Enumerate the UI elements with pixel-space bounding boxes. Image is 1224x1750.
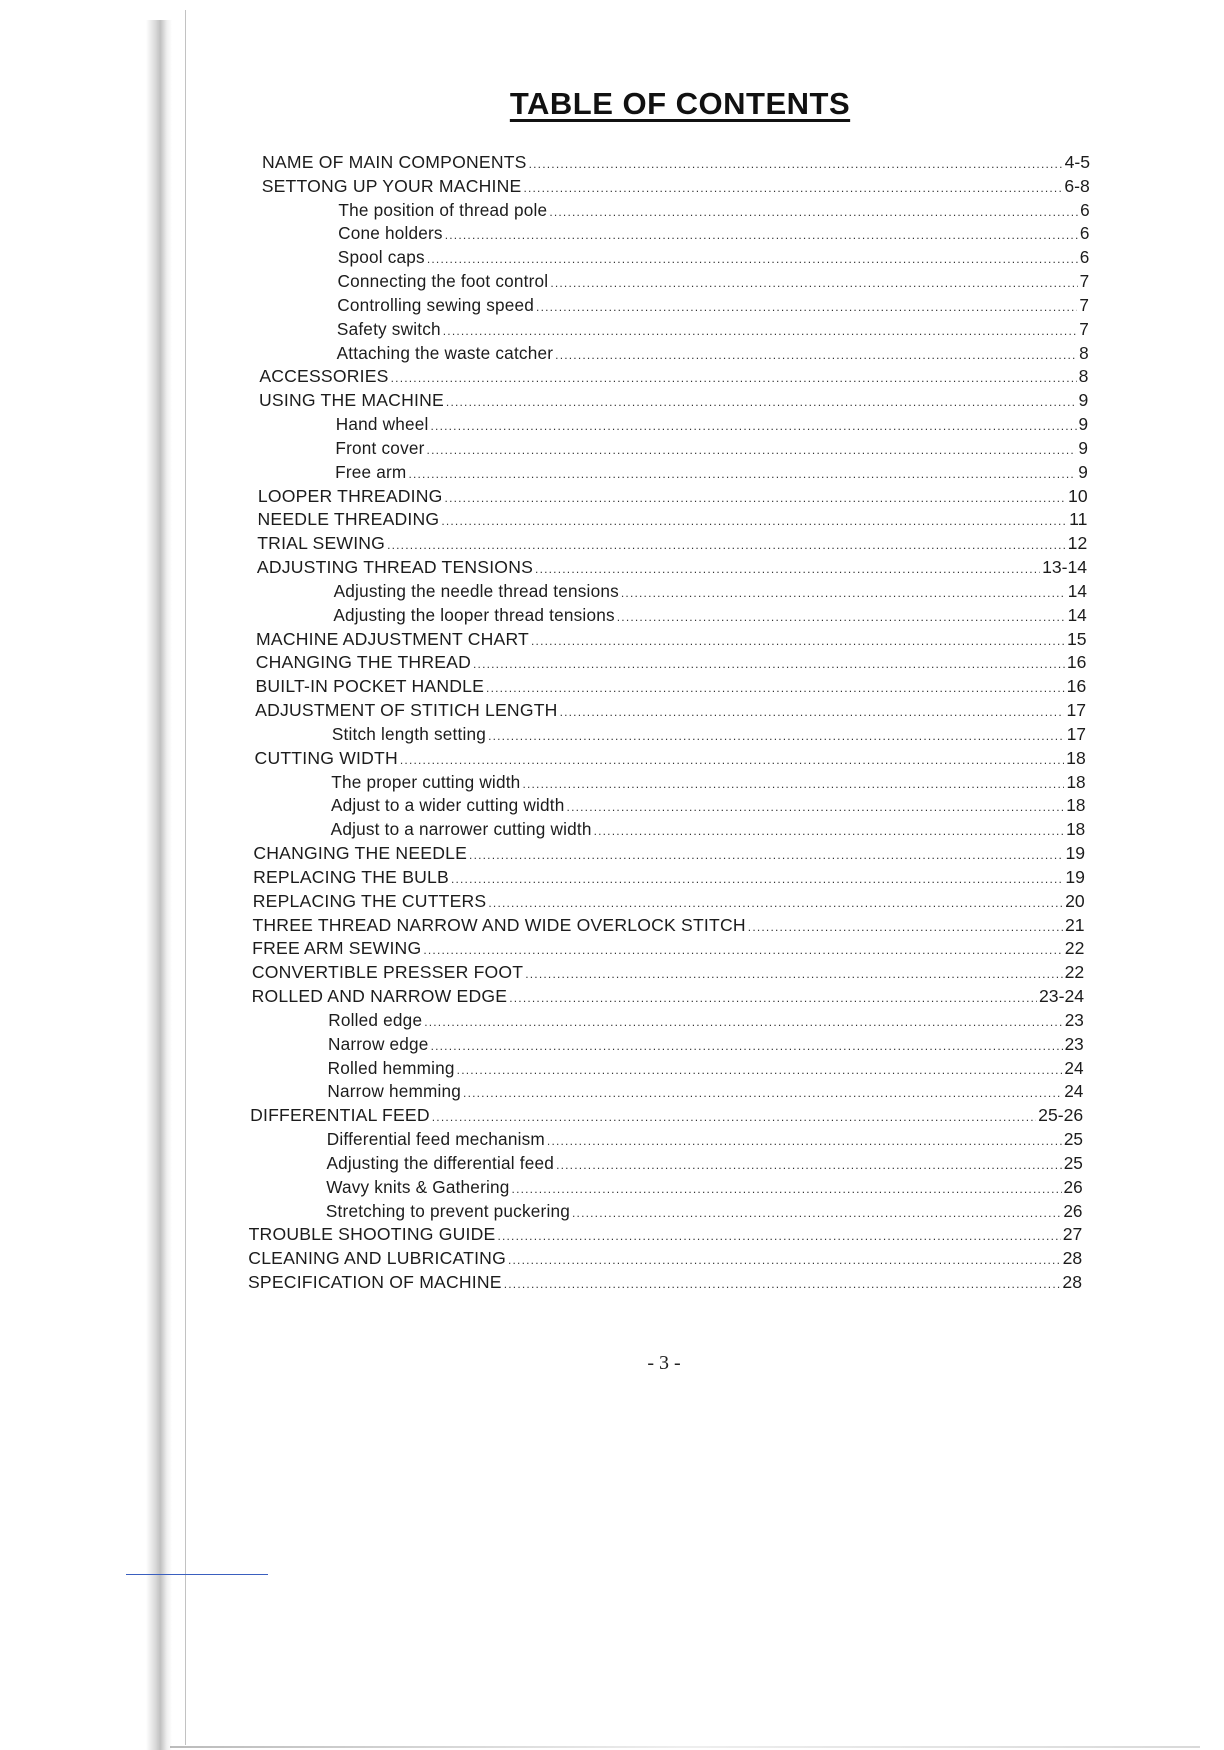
toc-subentry	[338, 246, 1090, 268]
toc-subentry	[328, 1033, 1084, 1055]
dot-leader	[531, 630, 1065, 652]
toc-entry-page: 15	[1067, 628, 1087, 649]
toc-entry	[258, 485, 1088, 507]
dot-leader	[509, 987, 1037, 1009]
toc-subentry	[335, 461, 1088, 483]
toc-entry-page: 7	[1079, 271, 1090, 292]
toc-entry-page: 16	[1066, 676, 1087, 697]
toc-entry-label: THREE THREAD NARROW AND WIDE OVERLOCK STITCH	[252, 914, 746, 935]
toc-entry	[257, 532, 1087, 554]
toc-subentry	[338, 222, 1089, 244]
toc-entry	[253, 866, 1085, 888]
toc-subentry	[337, 294, 1089, 316]
toc-entry	[257, 556, 1087, 578]
toc-entry-label: Adjusting the looper thread tensions	[333, 604, 615, 625]
dot-leader	[488, 892, 1063, 914]
toc-entry-label: Front cover	[335, 437, 425, 458]
toc-entry	[253, 890, 1085, 912]
dot-leader	[445, 487, 1066, 509]
toc-entry-label: Stretching to prevent puckering	[325, 1200, 570, 1221]
toc-entry-label: The proper cutting width	[331, 771, 521, 792]
toc-entry	[252, 961, 1084, 983]
dot-leader	[486, 677, 1065, 699]
toc-subentry	[333, 604, 1086, 626]
toc-entry-page: 26	[1063, 1176, 1083, 1197]
toc-entry-label: BUILT-IN POCKET HANDLE	[255, 676, 485, 697]
toc-entry-label: CONVERTIBLE PRESSER FOOT	[251, 962, 524, 983]
toc-subentry	[332, 723, 1086, 745]
toc-entry-label: TRIAL SEWING	[257, 533, 386, 554]
toc-entry-page: 19	[1065, 866, 1085, 887]
toc-entry-label: Safety switch	[336, 318, 441, 339]
toc-entry-page: 9	[1078, 390, 1089, 411]
dot-leader	[424, 1011, 1063, 1033]
toc-entry-page: 14	[1067, 604, 1087, 625]
toc-entry	[259, 365, 1088, 387]
dot-leader	[457, 1059, 1063, 1081]
toc-entry-label: LOOPER THREADING	[257, 485, 443, 506]
toc-entry-label: Narrow edge	[327, 1033, 429, 1054]
toc-entry-label: Rolled hemming	[327, 1057, 455, 1078]
toc-entry-page: 6-8	[1064, 175, 1090, 196]
dot-leader	[451, 868, 1063, 890]
dot-leader	[508, 1249, 1061, 1271]
dot-leader	[525, 963, 1062, 985]
toc-entry-label: Controlling sewing speed	[337, 294, 535, 315]
toc-entry-label: CLEANING AND LUBRICATING	[248, 1248, 506, 1269]
toc-entry-label: Stitch length setting	[331, 723, 487, 744]
toc-subentry	[326, 1200, 1083, 1222]
toc-entry-page: 9	[1078, 414, 1089, 435]
toc-entry-label: ADJUSTING THREAD TENSIONS	[256, 557, 534, 578]
dot-leader	[391, 367, 1077, 389]
toc-entry-label: TROUBLE SHOOTING GUIDE	[248, 1224, 496, 1245]
toc-entry	[250, 1104, 1083, 1126]
dot-leader	[431, 1035, 1063, 1057]
toc-entry-label: Hand wheel	[335, 414, 429, 435]
toc-entry-label: Connecting the foot control	[337, 271, 549, 292]
toc-entry-label: Wavy knits & Gathering	[326, 1176, 510, 1197]
dot-leader	[443, 320, 1077, 342]
toc-entry-page: 22	[1064, 962, 1085, 983]
toc-entry	[262, 151, 1090, 173]
toc-subentry	[337, 318, 1089, 340]
dot-leader	[529, 153, 1063, 175]
toc-entry-page: 25	[1063, 1129, 1083, 1150]
dot-leader	[523, 177, 1062, 199]
page-title: TABLE OF CONTENTS	[509, 86, 851, 121]
dot-leader	[547, 1130, 1062, 1152]
bottom-rule	[126, 1574, 268, 1575]
dot-leader	[488, 725, 1065, 747]
dot-leader	[536, 296, 1077, 318]
toc-entry-page: 25-26	[1038, 1105, 1084, 1126]
toc-subentry	[331, 771, 1085, 793]
toc-entry	[262, 175, 1090, 197]
dot-leader	[535, 558, 1040, 580]
dot-leader	[748, 916, 1063, 938]
toc-entry	[253, 842, 1085, 864]
toc-subentry	[335, 437, 1088, 459]
toc-entry-label: REPLACING THE BULB	[253, 866, 449, 887]
dot-leader	[522, 773, 1064, 795]
dot-leader	[512, 1178, 1062, 1200]
toc-entry-page: 7	[1079, 318, 1089, 339]
dot-leader	[560, 701, 1065, 723]
dot-leader	[431, 415, 1077, 437]
toc-entry	[249, 1223, 1083, 1245]
toc-entry-page: 23-24	[1039, 986, 1085, 1007]
toc-entry-page: 9	[1078, 437, 1088, 458]
toc-entry-page: 18	[1066, 795, 1086, 816]
toc-entry-page: 28	[1062, 1272, 1082, 1292]
dot-leader	[621, 582, 1066, 604]
toc-entry-label: Rolled edge	[328, 1009, 423, 1030]
dot-leader	[469, 844, 1063, 866]
toc-subentry	[327, 1080, 1083, 1102]
toc-entry-label: USING THE MACHINE	[259, 390, 444, 411]
toc-entry	[256, 651, 1087, 673]
toc-entry-page: 11	[1069, 509, 1088, 530]
toc-entry-label: Attaching the waste catcher	[336, 342, 554, 363]
toc-entry-label: Adjust to a narrower cutting width	[330, 819, 592, 840]
toc-entry	[255, 699, 1086, 721]
scan-bottom-edge	[170, 1746, 1200, 1748]
binding-edge-line	[185, 10, 186, 1745]
toc-entry-page: 27	[1062, 1224, 1083, 1245]
dot-leader	[572, 1202, 1061, 1224]
dot-leader	[567, 796, 1065, 818]
toc-entry-label: The position of thread pole	[338, 199, 548, 220]
toc-entry-label: MACHINE ADJUSTMENT CHART	[256, 628, 529, 649]
toc-entry-page: 6	[1079, 223, 1090, 244]
dot-leader	[473, 653, 1065, 675]
toc-entry	[255, 675, 1086, 697]
dot-leader	[550, 272, 1077, 294]
toc-entry	[248, 1247, 1082, 1269]
dot-leader	[594, 820, 1065, 842]
toc-entry-label: ROLLED AND NARROW EDGE	[251, 986, 508, 1007]
toc-subentry	[331, 794, 1085, 816]
toc-entry-page: 9	[1078, 461, 1088, 482]
toc-entry-page: 24	[1064, 1057, 1084, 1078]
toc-entry-page: 14	[1067, 580, 1087, 601]
toc-entry-label: SETTONG UP YOUR MACHINE	[261, 175, 522, 196]
toc-entry	[252, 914, 1084, 936]
toc-entry-label: FREE ARM SEWING	[252, 938, 422, 959]
toc-entry	[255, 747, 1086, 769]
toc-entry-page: 28	[1062, 1248, 1083, 1269]
dot-leader	[504, 1273, 1061, 1295]
dot-leader	[497, 1225, 1060, 1247]
dot-leader	[423, 939, 1062, 961]
toc-entry-label: DIFFERENTIAL FEED	[250, 1105, 430, 1126]
dot-leader	[408, 463, 1076, 485]
toc-entry-label: Differential feed mechanism	[326, 1129, 545, 1150]
toc-entry-page: 23	[1064, 1009, 1084, 1030]
toc-entry-page: 26	[1063, 1200, 1083, 1221]
dot-leader	[387, 534, 1066, 556]
toc-entry-page: 21	[1064, 914, 1085, 935]
toc-entry-label: SPECIFICATION OF MACHINE	[248, 1272, 502, 1292]
toc-entry-page: 16	[1066, 652, 1087, 673]
toc-entry-page: 13-14	[1042, 557, 1088, 578]
dot-leader	[400, 749, 1064, 771]
toc-entry-label: Adjust to a wider cutting width	[330, 795, 565, 816]
toc-entry-page: 4-5	[1064, 152, 1090, 172]
toc-entry-label: NAME OF MAIN COMPONENTS	[262, 152, 527, 172]
toc-entry	[252, 937, 1084, 959]
toc-entry-label: Adjusting the needle thread tensions	[333, 580, 619, 601]
toc-entry-label: CHANGING THE NEEDLE	[253, 843, 468, 864]
toc-entry-label: NEEDLE THREADING	[257, 509, 440, 530]
dot-leader	[555, 344, 1077, 366]
toc-entry-page: 19	[1065, 843, 1086, 864]
toc-entry-label: CUTTING WIDTH	[254, 747, 398, 768]
dot-leader	[446, 391, 1077, 413]
dot-leader	[432, 1106, 1036, 1128]
toc-entry-page: 10	[1068, 485, 1088, 506]
toc-entry	[258, 508, 1088, 530]
toc-entry-page: 18	[1066, 747, 1086, 768]
toc-subentry	[326, 1152, 1082, 1174]
toc-subentry	[338, 270, 1090, 292]
toc-entry-label: Narrow hemming	[327, 1081, 462, 1102]
toc-entry-page: 8	[1079, 342, 1089, 363]
toc-entry-label: CHANGING THE THREAD	[255, 652, 472, 673]
toc-entry-label: REPLACING THE CUTTERS	[252, 890, 487, 911]
toc-entry-page: 6	[1079, 247, 1090, 268]
toc-entry-label: Cone holders	[338, 223, 443, 244]
toc-entry-page: 17	[1066, 700, 1087, 721]
toc-subentry	[331, 818, 1086, 840]
toc-subentry	[328, 1057, 1084, 1079]
toc-entry-page: 6	[1080, 199, 1090, 220]
toc-subentry	[337, 342, 1089, 364]
dot-leader	[441, 510, 1067, 532]
toc-entry-label: Spool caps	[337, 247, 425, 268]
dot-leader	[617, 606, 1066, 628]
toc-entry-page: 25	[1063, 1152, 1083, 1173]
toc-entry-page: 17	[1066, 723, 1086, 744]
dot-leader	[445, 224, 1078, 246]
toc-entry	[259, 389, 1088, 411]
binding-shadow	[146, 20, 172, 1750]
toc-entry-label: Free arm	[335, 461, 407, 482]
dot-leader	[549, 201, 1078, 223]
toc-entry	[252, 985, 1084, 1007]
dot-leader	[556, 1154, 1062, 1176]
toc-entry-page: 22	[1064, 938, 1085, 959]
page-number: - 3 -	[647, 1352, 681, 1374]
toc-entry-page: 20	[1065, 890, 1085, 911]
toc-entry-label: Adjusting the differential feed	[326, 1152, 555, 1173]
toc-entry	[248, 1271, 1082, 1293]
toc-subentry	[334, 580, 1087, 602]
toc-entry-page: 24	[1064, 1081, 1084, 1102]
toc-entry-page: 23	[1064, 1033, 1084, 1054]
toc-subentry	[327, 1128, 1083, 1150]
toc-entry-label: ADJUSTMENT OF STITICH LENGTH	[255, 700, 558, 721]
toc-subentry	[338, 199, 1089, 221]
dot-leader	[463, 1082, 1062, 1104]
toc-entry-page: 8	[1078, 366, 1089, 387]
toc-subentry	[336, 413, 1088, 435]
toc-entry-page: 12	[1067, 533, 1088, 554]
toc-entry-page: 7	[1079, 294, 1089, 315]
toc-entry-page: 18	[1066, 771, 1086, 792]
dot-leader	[427, 439, 1077, 461]
dot-leader	[427, 248, 1078, 270]
toc-subentry	[326, 1176, 1082, 1198]
toc-entry	[256, 628, 1087, 650]
toc-entry-page: 18	[1066, 819, 1086, 840]
toc-subentry	[328, 1009, 1084, 1031]
toc-entry-label: ACCESSORIES	[259, 366, 389, 387]
